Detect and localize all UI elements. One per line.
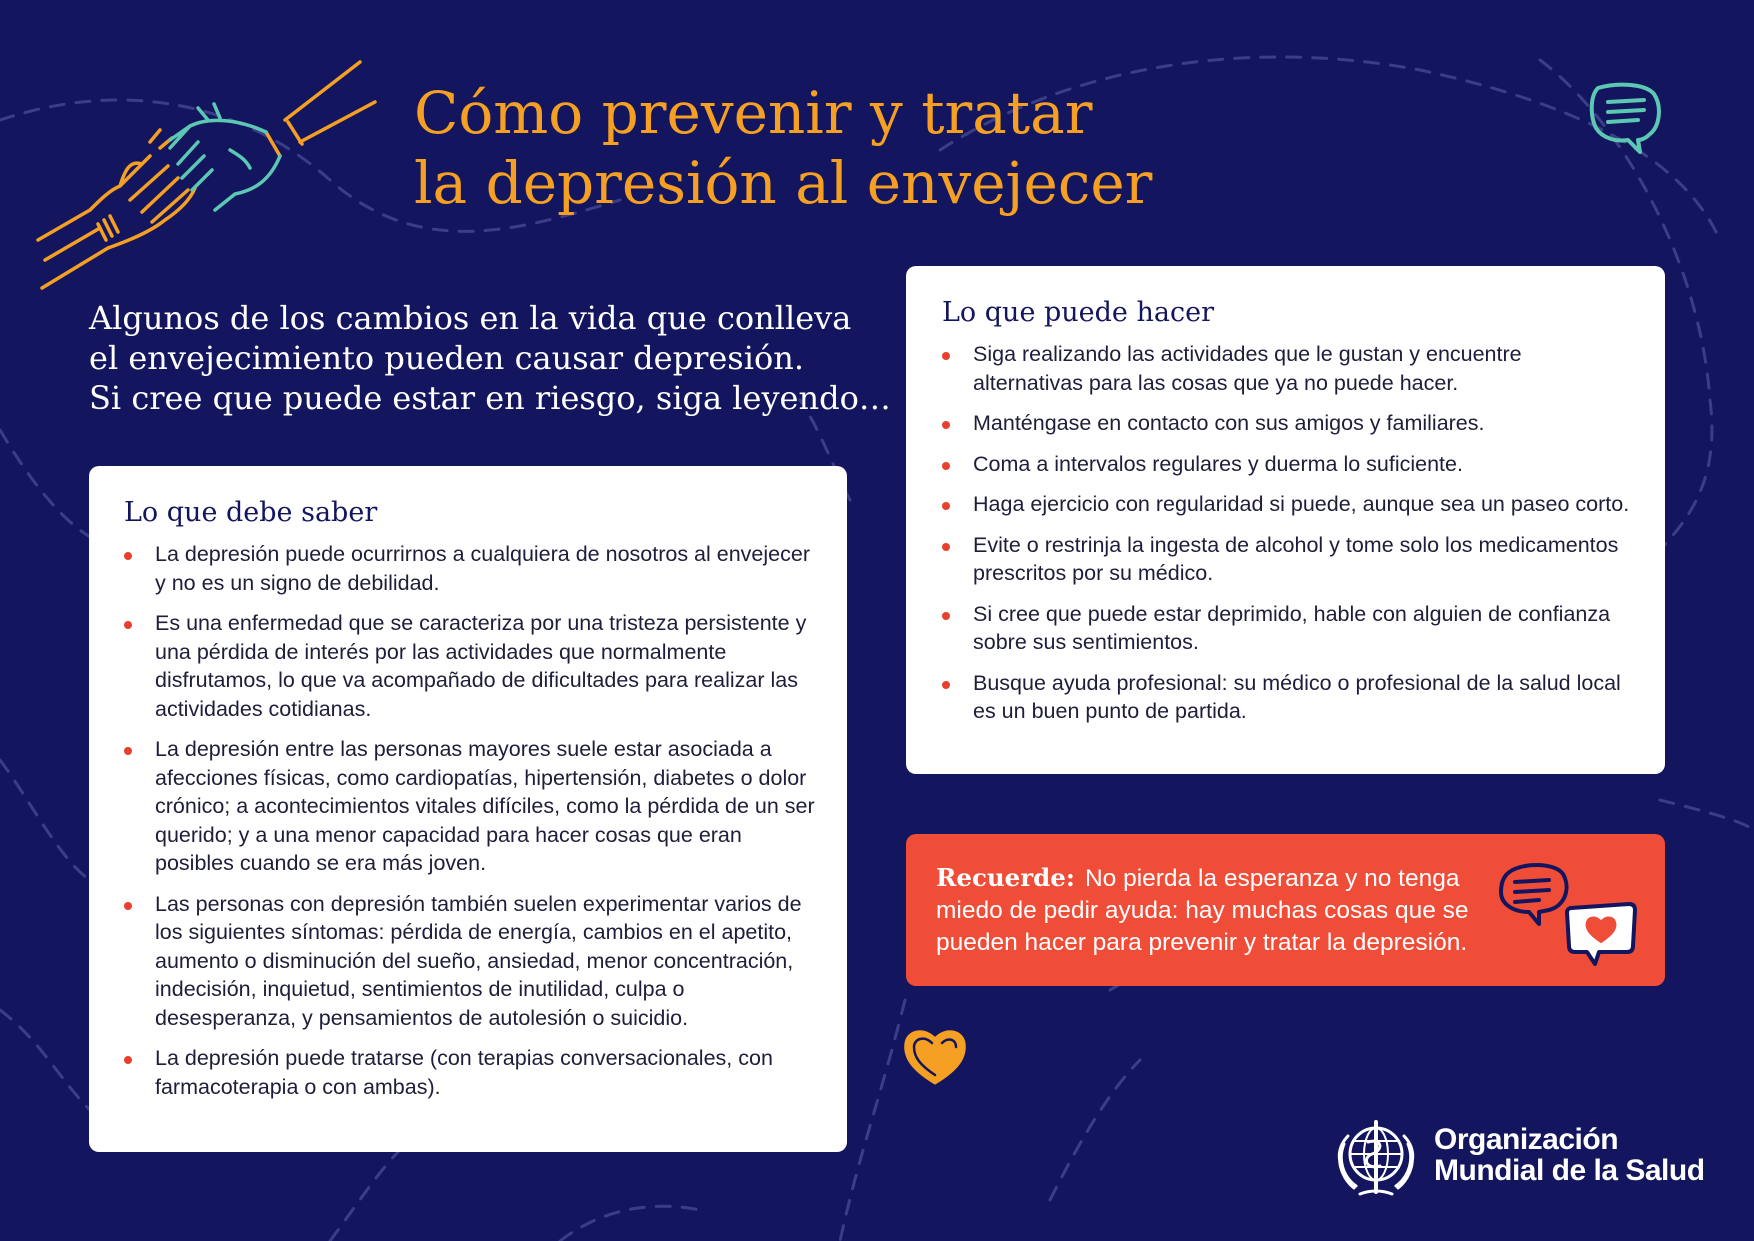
- heart-icon: [902, 1025, 968, 1087]
- intro-text: [89, 298, 891, 418]
- list-item-text: Busque ayuda profesional: su médico o profesional de la salud local es un buen punto de partida.: [973, 670, 1621, 723]
- list-item-text: Si cree que puede estar deprimido, hable con alguien de confianza sobre sus sentimientos.: [973, 601, 1611, 654]
- bullet-icon: [124, 1056, 132, 1064]
- list-item: [942, 340, 1635, 397]
- bullet-icon: [124, 552, 132, 560]
- bullet-icon: [124, 621, 132, 629]
- chat-bubble-icon: [1501, 865, 1567, 924]
- list-item-text: Las personas con depresión también suelen experimentar varios de los siguientes síntomas: pérdida de energía, cambios en el apetito, aumento o disminución del sueño, ansiedad, menor concentración, indecisión, inquietud, sentimientos de inutilidad, culpa o desesperanza, y pensamientos de autolesión o suicidio.: [155, 891, 802, 1030]
- list-item-text: La depresión puede ocurrirnos a cualquiera de nosotros al envejecer y no es un signo de debilidad.: [155, 542, 810, 595]
- what-to-know-heading: Lo que debe saber: [124, 497, 378, 528]
- intro-line-1: Algunos de los cambios en la vida que conlleva: [89, 299, 852, 337]
- reminder-label: Recuerde:: [936, 863, 1075, 892]
- who-name-line-1: Organización: [1434, 1123, 1619, 1156]
- list-item: [942, 600, 1635, 657]
- bullet-icon: [942, 421, 950, 429]
- list-item: [124, 890, 817, 1033]
- what-to-know-list: [124, 540, 817, 1101]
- title-line-2: la depresión al envejecer: [414, 149, 1153, 217]
- reaching-hands-icon: [30, 60, 380, 300]
- reminder-text: No pierda la esperanza y no tenga miedo de pedir ayuda: hay muchas cosas que se pueden hacer para prevenir y tratar la depresión.: [936, 865, 1469, 956]
- list-item: [124, 735, 817, 878]
- list-item-text: Evite o restrinja la ingesta de alcohol y tome solo los medicamentos prescritos por su médico.: [973, 532, 1619, 585]
- bullet-icon: [124, 747, 132, 755]
- who-name: [1434, 1124, 1705, 1186]
- who-name-line-2: Mundial de la Salud: [1434, 1154, 1705, 1187]
- what-you-can-do-card: [906, 266, 1665, 774]
- list-item-text: Haga ejercicio con regularidad si puede, aunque sea un paseo corto.: [973, 492, 1630, 516]
- list-item-text: Es una enfermedad que se caracteriza por una tristeza persistente y una pérdida de interés por las actividades que normalmente disfrutamos, lo que va acompañado de dificultades para realizar las actividades cotidianas.: [155, 611, 807, 721]
- list-item-text: La depresión entre las personas mayores suele estar asociada a afecciones físicas, como cardiopatías, hipertensión, diabetes o dolor crónico; a acontecimientos vitales difíciles, como la pérdida de un ser querido; y a una menor capacidad para hacer cosas que eran posibles cuando se era más joven.: [155, 737, 815, 875]
- bullet-icon: [942, 352, 950, 360]
- list-item: [942, 409, 1635, 438]
- list-item-text: La depresión puede tratarse (con terapias conversacionales, con farmacoterapia o con ambas).: [155, 1046, 773, 1099]
- list-item: [124, 540, 817, 597]
- chat-bubble-icon: [1588, 80, 1664, 156]
- reminder-box: [906, 834, 1665, 986]
- title-line-1: Cómo prevenir y tratar: [414, 79, 1093, 147]
- bullet-icon: [124, 902, 132, 910]
- list-item: [942, 669, 1635, 726]
- page-title: [414, 78, 1174, 218]
- what-you-can-do-list: [942, 340, 1635, 726]
- bullet-icon: [942, 543, 950, 551]
- list-item: [942, 450, 1635, 479]
- list-item: [942, 490, 1635, 519]
- who-emblem-icon: [1330, 1114, 1422, 1202]
- list-item: [124, 609, 817, 723]
- heart-chat-icon: [1567, 904, 1635, 964]
- what-you-can-do-heading: Lo que puede hacer: [942, 297, 1214, 328]
- list-item-text: Coma a intervalos regulares y duerma lo suficiente.: [973, 451, 1463, 476]
- bullet-icon: [942, 612, 950, 620]
- list-item: [124, 1044, 817, 1101]
- what-to-know-card: [89, 466, 847, 1152]
- intro-line-2: el envejecimiento pueden causar depresión.: [89, 339, 804, 377]
- list-item-text: Siga realizando las actividades que le gustan y encuentre alternativas para las cosas que ya no puede hacer.: [973, 342, 1522, 395]
- list-item: [942, 531, 1635, 588]
- reminder-chat-icons: [1499, 860, 1639, 970]
- bullet-icon: [942, 502, 950, 510]
- intro-line-3: Si cree que puede estar en riesgo, siga leyendo…: [89, 379, 891, 417]
- who-logo: [1330, 1112, 1705, 1202]
- bullet-icon: [942, 462, 950, 470]
- list-item-text: Manténgase en contacto con sus amigos y familiares.: [973, 411, 1485, 435]
- bullet-icon: [942, 681, 950, 689]
